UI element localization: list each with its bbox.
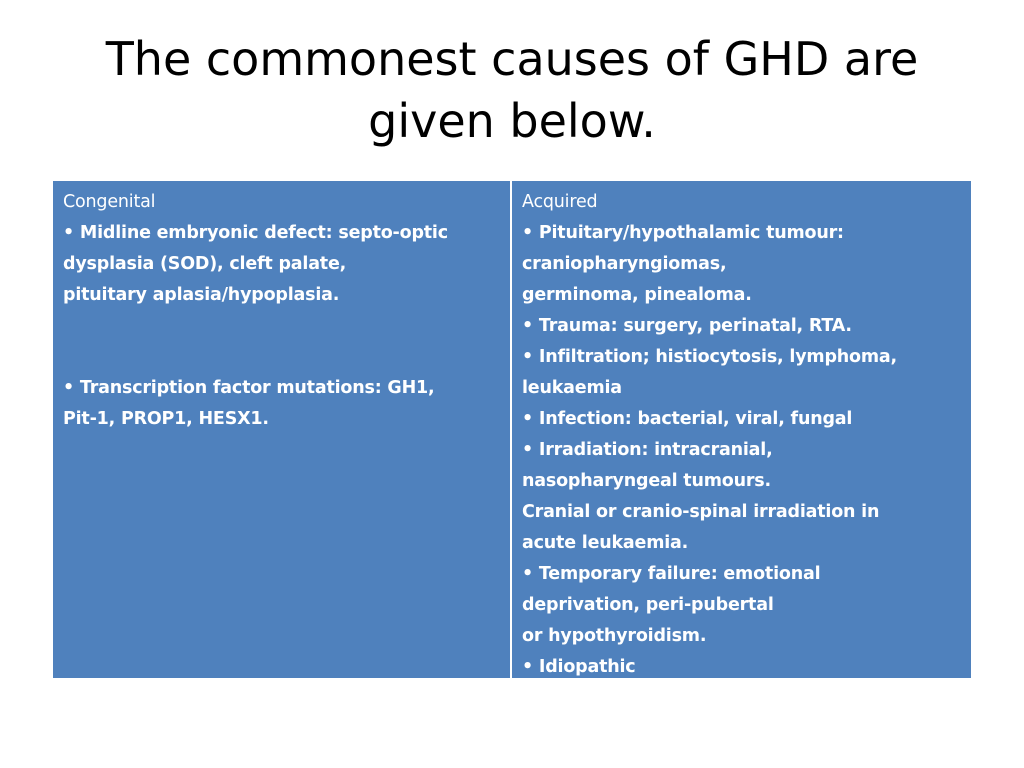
acquired-line: craniopharyngiomas, xyxy=(522,254,727,274)
congenital-line: Pit-1, PROP1, HESX1. xyxy=(63,409,269,429)
acquired-header: Acquired xyxy=(522,192,598,212)
acquired-line: nasopharyngeal tumours. xyxy=(522,471,771,491)
congenital-spacer xyxy=(63,311,500,373)
congenital-line: • Midline embryonic defect: septo-optic xyxy=(63,223,448,243)
acquired-line: Cranial or cranio-spinal irradiation in xyxy=(522,502,880,522)
acquired-line: • Infiltration; histiocytosis, lymphoma, xyxy=(522,347,897,367)
acquired-line: or hypothyroidism. xyxy=(522,626,707,646)
acquired-line: leukaemia xyxy=(522,378,622,398)
acquired-line: • Irradiation: intracranial, xyxy=(522,440,773,460)
slide-title-line-1: The commonest causes of GHD are xyxy=(105,32,919,86)
acquired-line: germinoma, pinealoma. xyxy=(522,285,752,305)
congenital-line: • Transcription factor mutations: GH1, xyxy=(63,378,435,398)
acquired-line: • Trauma: surgery, perinatal, RTA. xyxy=(522,316,852,336)
congenital-line: pituitary aplasia/hypoplasia. xyxy=(63,285,340,305)
acquired-line: • Temporary failure: emotional xyxy=(522,564,821,584)
acquired-line: • Idiopathic xyxy=(522,657,636,677)
congenital-cell xyxy=(53,181,512,678)
acquired-line: • Pituitary/hypothalamic tumour: xyxy=(522,223,844,243)
congenital-header: Congenital xyxy=(63,192,156,212)
slide-title xyxy=(40,28,984,152)
causes-table xyxy=(52,180,972,679)
acquired-line: • Infection: bacterial, viral, fungal xyxy=(522,409,853,429)
acquired-line: acute leukaemia. xyxy=(522,533,689,553)
slide-title-line-2: given below. xyxy=(368,94,656,148)
congenital-line: dysplasia (SOD), cleft palate, xyxy=(63,254,347,274)
acquired-cell xyxy=(512,181,971,678)
acquired-line: deprivation, peri-pubertal xyxy=(522,595,774,615)
